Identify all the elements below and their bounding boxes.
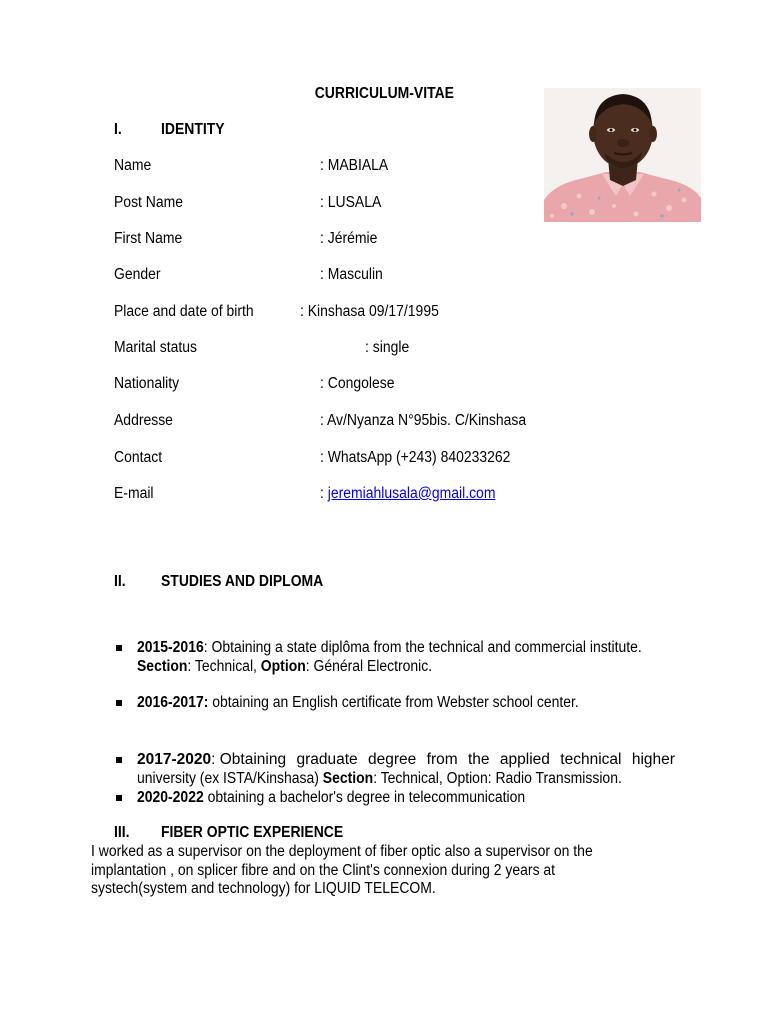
word: degree bbox=[368, 751, 417, 768]
justified-line bbox=[137, 750, 675, 769]
contact-value: : WhatsApp (+243) 840233262 bbox=[320, 449, 511, 466]
birth-value: : Kinshasa 09/17/1995 bbox=[300, 303, 439, 320]
post-name-value: : LUSALA bbox=[320, 194, 382, 211]
studies-section-number: II. bbox=[114, 573, 126, 590]
first-name-value: : Jérémie bbox=[320, 230, 378, 247]
bullet-icon bbox=[116, 795, 122, 801]
bullet-icon bbox=[116, 757, 122, 763]
birth-label: Place and date of birth bbox=[114, 303, 254, 320]
study-year: 2017-2020 bbox=[137, 751, 212, 768]
experience-section-number: III. bbox=[114, 824, 130, 841]
word: graduate bbox=[296, 751, 358, 768]
bullet-icon bbox=[116, 645, 122, 651]
first-name-label: First Name bbox=[114, 230, 183, 247]
word: technical bbox=[560, 751, 622, 768]
study-text: obtaining an English certificate from Webster school center. bbox=[208, 694, 579, 711]
study-year: 2020-2022 bbox=[137, 789, 204, 806]
email-link[interactable]: jeremiahlusala@gmail.com bbox=[327, 485, 496, 502]
marital-status-label: Marital status bbox=[114, 339, 197, 356]
profile-photo bbox=[544, 88, 701, 222]
study-item-2015 bbox=[137, 638, 737, 676]
section-value: : Technical, bbox=[187, 658, 261, 675]
study-item-2020 bbox=[137, 788, 737, 807]
study-item-2016 bbox=[137, 693, 737, 712]
experience-line: systech(system and technology) for LIQUID TELECOM. bbox=[91, 880, 436, 897]
document-title: CURRICULUM-VITAE bbox=[314, 85, 454, 102]
contact-label: Contact bbox=[114, 449, 163, 466]
experience-heading: FIBER OPTIC EXPERIENCE bbox=[161, 824, 344, 841]
email-colon: : bbox=[320, 485, 324, 502]
study-year: 2015-2016 bbox=[137, 639, 204, 656]
word: : Obtaining bbox=[211, 751, 287, 768]
experience-paragraph bbox=[91, 843, 648, 899]
word: higher bbox=[631, 751, 675, 768]
study-item-2017 bbox=[137, 750, 737, 788]
experience-line: I worked as a supervisor on the deployment of fiber optic also a supervisor on the bbox=[91, 843, 593, 860]
word: from bbox=[426, 751, 458, 768]
experience-line: implantation , on splicer fibre and on the Clint's connexion during 2 years at bbox=[91, 861, 556, 879]
name-value: : MABIALA bbox=[320, 157, 389, 174]
section-label: Section bbox=[322, 770, 374, 787]
option-value: : Général Electronic. bbox=[305, 658, 433, 675]
study-text: obtaining a bachelor's degree in telecommunication bbox=[203, 789, 526, 806]
word: applied bbox=[499, 751, 550, 768]
email-value bbox=[320, 485, 515, 503]
bullet-icon bbox=[116, 700, 122, 706]
section-value: : Technical, Option: Radio Transmission. bbox=[373, 770, 622, 787]
name-label: Name bbox=[114, 157, 152, 174]
address-value: : Av/Nyanza N°95bis. C/Kinshasa bbox=[320, 412, 527, 429]
study-text: university (ex ISTA/Kinshasa) bbox=[137, 770, 323, 787]
word: the bbox=[468, 751, 490, 768]
study-text: : Obtaining a state diplôma from the technical and commercial institute. bbox=[203, 639, 642, 656]
identity-heading: IDENTITY bbox=[161, 121, 225, 138]
gender-value: : Masculin bbox=[320, 266, 383, 283]
email-label: E-mail bbox=[114, 485, 154, 502]
studies-heading: STUDIES AND DIPLOMA bbox=[161, 573, 324, 590]
address-label: Addresse bbox=[114, 412, 173, 429]
section-label: Section bbox=[137, 658, 188, 675]
nationality-value: : Congolese bbox=[320, 375, 395, 392]
gender-label: Gender bbox=[114, 266, 161, 283]
marital-status-value: : single bbox=[365, 339, 410, 356]
study-year: 2016-2017: bbox=[137, 694, 209, 711]
identity-section-number: I. bbox=[114, 121, 122, 138]
nationality-label: Nationality bbox=[114, 375, 180, 392]
post-name-label: Post Name bbox=[114, 194, 184, 211]
option-label: Option bbox=[260, 658, 306, 675]
